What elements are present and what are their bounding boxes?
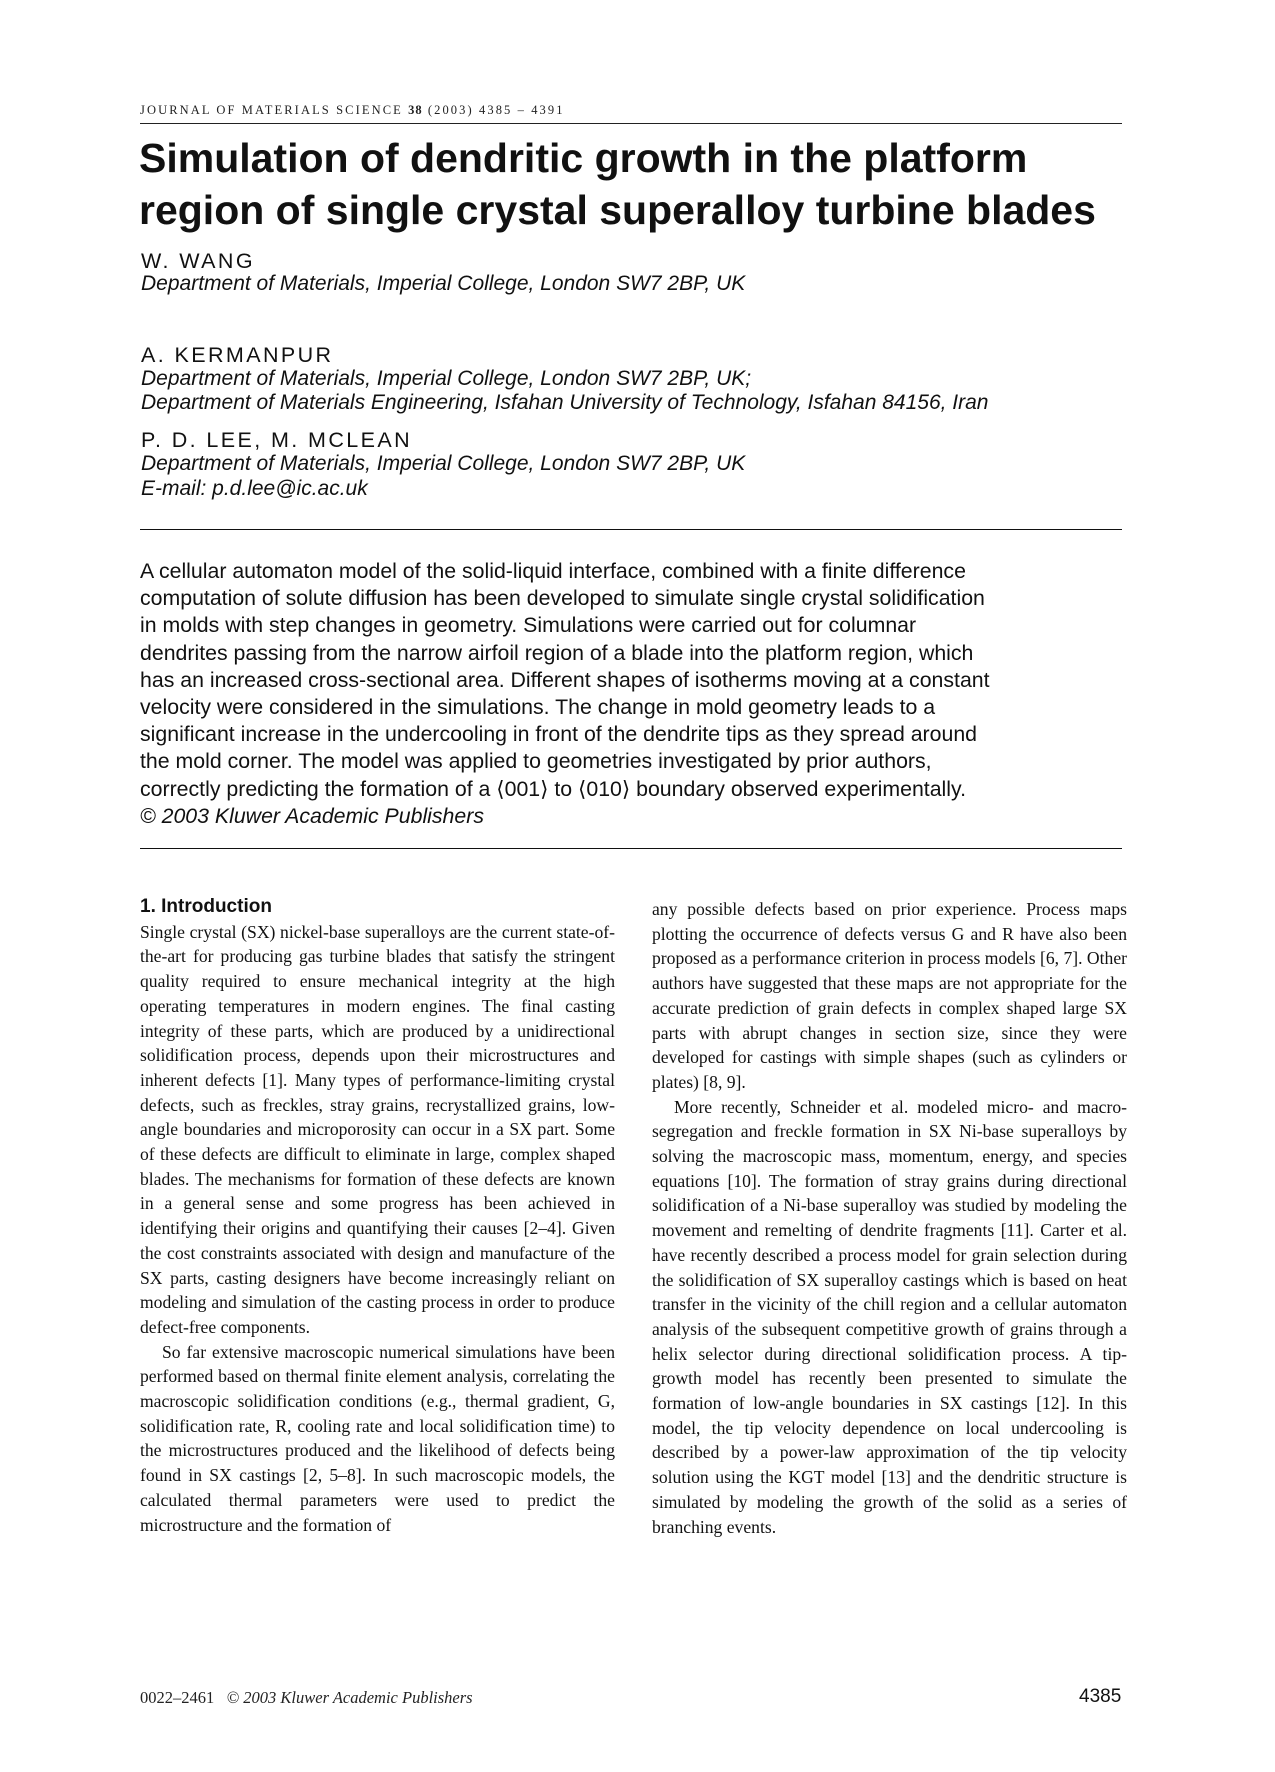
abstract-line: computation of solute diffusion has been developed to simulate single crystal solidification <box>140 586 985 611</box>
header-rule <box>140 123 1122 124</box>
abstract-line: significant increase in the undercooling in front of the dendrite tips as they spread around <box>140 722 978 747</box>
abstract <box>140 558 1130 830</box>
abstract-line: correctly predicting the formation of a ⟨001⟩ to ⟨010⟩ boundary observed experimentally. <box>140 776 967 801</box>
author-email: E-mail: p.d.lee@ic.ac.uk <box>141 477 368 500</box>
abstract-line: has an increased cross-sectional area. Different shapes of isotherms moving at a constant <box>140 667 990 692</box>
footer-citation <box>140 1688 473 1708</box>
abstract-line: the mold corner. The model was applied to geometries investigated by prior authors, <box>140 749 932 774</box>
journal-header <box>140 103 1120 118</box>
footer-issn: 0022–2461 <box>140 1688 215 1707</box>
abstract-line: A cellular automaton model of the solid-liquid interface, combined with a finite difference <box>140 559 966 583</box>
author-name: P. D. LEE, M. MCLEAN <box>141 428 413 452</box>
body-paragraph: any possible defects based on prior experience. Process maps plotting the occurrence of defects versus G and R have also been proposed as a performance criterion in process models [6, 7]. Other authors have suggested that these maps are not appropriate for the accurate prediction of grain defects in complex shaped large SX parts with abrupt changes in section size, since they were developed for castings with simple shapes (such as cylinders or plates) [8, 9]. <box>652 899 1127 1092</box>
body-paragraph: So far extensive macroscopic numerical simulations have been performed based on thermal finite element analysis, correlating the macroscopic solidification conditions (e.g., thermal gradient, G, solidification rate, R, cooling rate and local solidification time) to the microstructures produced and the likelihood of defects being found in SX castings [2, 5–8]. In such macroscopic models, the calculated thermal parameters were used to predict the microstructure and the formation of <box>140 1341 615 1535</box>
title-line-1: Simulation of dendritic growth in the platform <box>139 135 1028 181</box>
author-affiliation: Department of Materials, Imperial College, London SW7 2BP, UK <box>141 272 746 295</box>
author-affiliation: Department of Materials, Imperial College, London SW7 2BP, UK; <box>141 367 752 390</box>
body-column-left <box>140 895 615 1537</box>
body-column-right <box>652 897 1127 1539</box>
author-name: W. WANG <box>141 249 255 273</box>
abstract-line: in molds with step changes in geometry. Simulations were carried out for columnar <box>140 613 917 638</box>
abstract-copyright: © 2003 Kluwer Academic Publishers <box>140 803 484 828</box>
abstract-line: dendrites passing from the narrow airfoil region of a blade into the platform region, which <box>140 640 974 665</box>
author-affiliation: Department of Materials Engineering, Isfahan University of Technology, Isfahan 84156, Iran <box>141 391 989 414</box>
abstract-line: velocity were considered in the simulations. The change in mold geometry leads to a <box>140 695 936 720</box>
paper-title <box>139 132 1139 236</box>
body-paragraph: More recently, Schneider et al. modeled micro- and macro-segregation and freckle formation in SX Ni-base superalloys by solving the macroscopic mass, momentum, energy, and species equations [10]. The formation of stray grains during directional solidification of a Ni-base superalloy was studied by modeling the movement and remelting of dendrite fragments [11]. Carter et al. have recently described a process model for grain selection during the solidification of SX superalloy castings which is based on heat transfer in the vicinity of the chill region and a cellular automaton analysis of the subsequent competitive growth of grains through a helix selector during directional solidification process. A tip-growth model has recently been presented to simulate the formation of low-angle boundaries in SX castings [12]. In this model, the tip velocity dependence on local undercooling is described by a power-law approximation of the tip velocity solution using the KGT model [13] and the dendritic structure is simulated by modeling the growth of the solid as a series of branching events. <box>652 1096 1127 1537</box>
footer-copyright: © 2003 Kluwer Academic Publishers <box>226 1688 473 1707</box>
journal-name: JOURNAL OF MATERIALS SCIENCE <box>140 103 403 117</box>
page-number: 4385 <box>1079 1686 1122 1707</box>
title-line-2: region of single crystal superalloy turbine blades <box>139 187 1096 233</box>
journal-year-pages: (2003) 4385 – 4391 <box>427 103 565 117</box>
abstract-bottom-rule <box>140 848 1122 849</box>
section-heading: 1. Introduction <box>140 896 272 917</box>
journal-volume: 38 <box>408 103 423 117</box>
author-name: A. KERMANPUR <box>141 343 334 367</box>
abstract-top-rule <box>140 529 1122 530</box>
author-affiliation: Department of Materials, Imperial College, London SW7 2BP, UK <box>141 452 746 475</box>
body-paragraph: Single crystal (SX) nickel-base superalloys are the current state-of-the-art for producing gas turbine blades that satisfy the stringent quality required to ensure mechanical integrity at the high operating temperatures in modern engines. The final casting integrity of these parts, which are produced by a unidirectional solidification process, depends upon their microstructures and inherent defects [1]. Many types of performance-limiting crystal defects, such as freckles, stray grains, recrystallized grains, low-angle boundaries and microporosity can occur in a SX part. Some of these defects are difficult to eliminate in large, complex shaped blades. The mechanisms for formation of these defects are known in a general sense and some progress has been achieved in identifying their origins and quantifying their causes [2–4]. Given the cost constraints associated with design and manufacture of the SX parts, casting designers have become increasingly reliant on modeling and simulation of the casting process in order to produce defect-free components. <box>140 921 615 1337</box>
